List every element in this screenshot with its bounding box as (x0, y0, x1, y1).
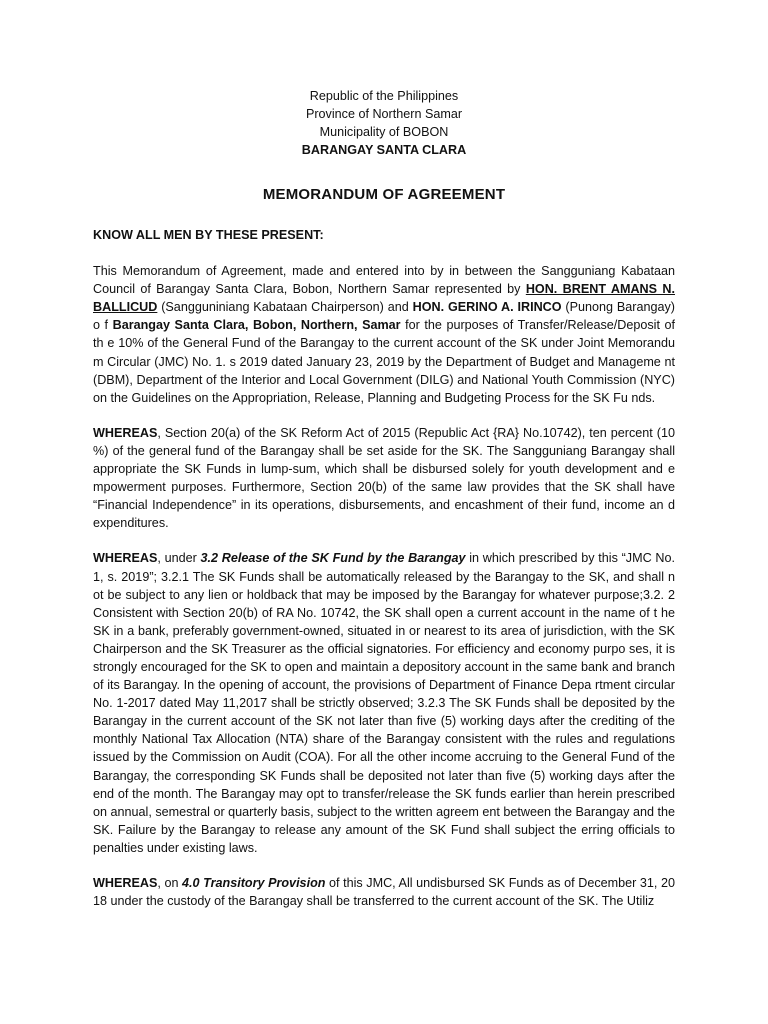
paragraph-whereas-2 (93, 549, 675, 857)
header-municipality: Municipality of BOBON (319, 125, 449, 139)
section-reference: 4.0 Transitory Provision (182, 876, 326, 890)
document-header (0, 87, 768, 159)
whereas-label: WHEREAS (93, 876, 158, 890)
header-barangay: BARANGAY SANTA CLARA (301, 143, 467, 157)
whereas-2-text-1: , under (157, 551, 201, 566)
header-republic: Republic of the Philippines (309, 89, 459, 103)
whereas-label: WHEREAS (93, 551, 158, 566)
barangay-location: Barangay Santa Clara, Bobon, Northern, Samar (112, 318, 401, 333)
whereas-3-text-1: , on (157, 876, 183, 890)
intro-text-4: for the purposes of Transfer/Release/Deposit of th e 10% of the General Fund of the Barangay to the current account of the SK under Joint Memorandu m Circular (JMC) No. 1. s 2019 dated January 23, 2019 by the Department of Budget and Manageme nt (DBM), Department of the Interior and Local Government (DILG) and National Youth Commission (NYC) on the Guidelines on the Appropriation, Release, Planning and Budgeting Process for the SK Fu nds. (93, 318, 675, 405)
intro-text-3: (Punong Barangay) o f (93, 300, 675, 333)
whereas-2-text-2: in which prescribed by this “JMC No. 1, s. 2019”; 3.2.1 The SK Funds shall be automatically released by the Barangay to the SK, and shall n ot be subject to any lien or holdback that may be imposed by the Barangay for whatever purpose;3.2. 2 Consistent with Section 20(b) of RA No. 10742, the SK shall open a current account in the name of t he SK in a bank, preferably government-owned, situated in or nearest to its area of jurisdiction, with the SK Chairperson and the SK Treasurer as the official signatories. For efficiency and economy purpo ses, it is strongly encouraged for the SK to open and maintain a depository account in the same bank and branch of its Barangay. In the opening of account, the provisions of Department of Finance Depa rtment circular No. 1-2017 dated May 11,2017 shall be strictly observed; 3.2.3 The SK Funds shall be deposited by the Barangay in the current account of the SK not later than five (5) working days after the crediting of the monthly National Tax Allocation (NTA) share of the Barangay consistent with the rules and regulations issued by the Commission on Audit (COA). For all the other income accruing to the General Fund of the Barangay, the corresponding SK Funds shall be deposited not later than five (5) working days after the end of the month. The Barangay may opt to transfer/release the SK funds earlier than herein prescribed on annual, semestral or quarterly basis, subject to the written agreem ent between the Barangay and the SK. Failure by the Barangay to release any amount of the SK Fund shall subject the erring officials to penalties under existing laws. (93, 551, 675, 855)
whereas-1-text: , Section 20(a) of the SK Reform Act of 2015 (Republic Act {RA} No.10742), ten percent (10 %) of the general fund of the Barangay shall be set aside for the SK. The Sangguniang Barangay shall appropriate the SK Funds in lump-sum, which shall be disbursed solely for youth development and e mpowerment purposes. Furthermore, Section 20(b) of the same law provides that the SK shall have “Financial Independence” in its operations, disbursements, and encashment of their fund, income an d expenditures. (93, 425, 675, 531)
paragraph-whereas-3 (93, 874, 675, 910)
intro-text-1: This Memorandum of Agreement, made and entered into by in between the Sangguniang Kabataan Council of Barangay Santa Clara, Bobon, Northern Samar represented by (93, 264, 675, 297)
section-reference: 3.2 Release of the SK Fund by the Barangay (200, 551, 466, 566)
document-body (93, 226, 675, 927)
header-province: Province of Northern Samar (305, 107, 463, 121)
whereas-label: WHEREAS (93, 425, 158, 440)
punong-barangay-name: HON. GERINO A. IRINCO (412, 300, 562, 315)
chairperson-name: HON. BRENT AMANS N. BALLICUD (93, 282, 675, 315)
whereas-3-text-2: of this JMC, All undisbursed SK Funds as of December 31, 20 18 under the custody of the Barangay shall be transferred to the current account of the SK. The Utiliz (93, 876, 675, 909)
intro-text-2: (Sangguniniang Kabataan Chairperson) and (157, 300, 413, 315)
know-all-men-heading: KNOW ALL MEN BY THESE PRESENT: (93, 228, 324, 242)
document-title: MEMORANDUM OF AGREEMENT (262, 186, 506, 203)
paragraph-whereas-1 (93, 424, 675, 533)
paragraph-intro (93, 262, 675, 407)
